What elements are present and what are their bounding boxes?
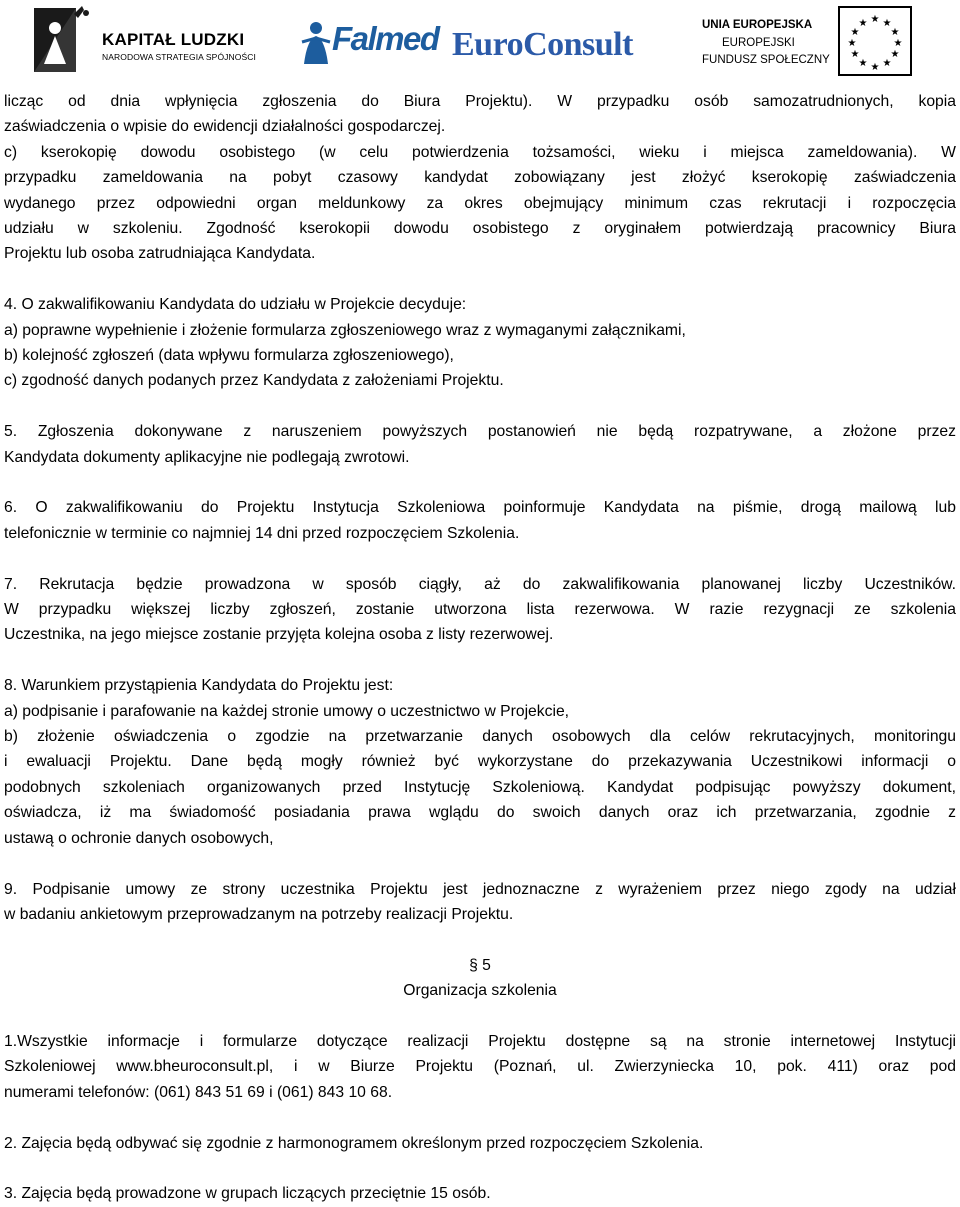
svg-text:★: ★ (890, 27, 900, 38)
paragraph-line: 5. Zgłoszenia dokonywane z naruszeniem powyższych postanowień nie będą rozpatrywane, a złożone przez (4, 423, 956, 441)
svg-text:★: ★ (870, 14, 880, 25)
paragraph-line: 2. Zajęcia będą odbywać się zgodnie z harmonogramem określonym przed rozpoczęciem Szkolenia. (4, 1134, 704, 1152)
paragraph-line: telefonicznie w terminie co najmniej 14 dni przed rozpoczęciem Szkolenia. (4, 524, 520, 542)
svg-text:★: ★ (893, 38, 903, 49)
svg-text:★: ★ (850, 49, 860, 60)
paragraph-line: Uczestnika, na jego miejsce zostanie przyjęta kolejna osoba z listy rezerwowej. (4, 626, 554, 644)
svg-text:★: ★ (882, 18, 892, 29)
paragraph-line: przypadku zameldowania na pobyt czasowy kandydat zobowiązany jest złożyć kserokopię zaświadczenia (4, 169, 956, 187)
svg-text:★: ★ (858, 58, 868, 69)
paragraph-line: 3. Zajęcia będą prowadzone w grupach liczących przeciętnie 15 osób. (4, 1185, 491, 1203)
paragraph-line: a) poprawne wypełnienie i złożenie formularza zgłoszeniowego wraz z wymaganymi załącznikami, (4, 321, 686, 339)
document-body (4, 89, 956, 1207)
svg-text:★: ★ (858, 18, 868, 29)
paragraph-line: udziału w szkoleniu. Zgodność kserokopii dowodu osobistego z oryginałem potwierdzają pracownicy Biura (4, 220, 956, 238)
paragraph-line: 7. Rekrutacja będzie prowadzona w sposób ciągły, aż do zakwalifikowania planowanej liczby Uczestników. (4, 575, 956, 593)
falmed-figure-icon (300, 20, 332, 66)
kapital-ludzki-subtitle: NARODOWA STRATEGIA SPÓJNOŚCI (102, 52, 256, 62)
header-logos (0, 0, 960, 80)
falmed-logo (300, 20, 439, 70)
section-title: Organizacja szkolenia (403, 982, 557, 1000)
ue-fund: FUNDUSZ SPOŁECZNY (702, 54, 830, 66)
kapital-ludzki-emblem (30, 4, 100, 76)
eu-flag-icon (838, 6, 912, 76)
kapital-ludzki-logo (30, 4, 262, 76)
paragraph-line: podobnych szkoleniach organizowanych przed Instytucję Szkoleniową. Kandydat podpisując powyższy dokument, (4, 778, 956, 796)
euroconsult-wordmark: EuroConsult (452, 26, 633, 63)
paragraph-line: a) podpisanie i parafowanie na każdej stronie umowy o uczestnictwo w Projekcie, (4, 702, 570, 720)
paragraph-line: wydanego przez odpowiedni organ meldunkowy za okres obejmujący minimum czas rekrutacji i rozpoczęcia (4, 194, 956, 212)
paragraph-line: 9. Podpisanie umowy ze strony uczestnika Projektu jest jednoznaczne z wyrażeniem przez niego zgody na udział (4, 880, 956, 898)
paragraph-line: 1.Wszystkie informacje i formularze dotyczące realizacji Projektu dostępne są na stronie internetowej Instytucji (4, 1032, 956, 1050)
section-number: § 5 (469, 956, 491, 974)
paragraph-line: i ewaluacji Projektu. Dane będą mogły również być wykorzystane do przekazywania Uczestnikowi informacji o (4, 753, 956, 771)
paragraph-line: c) zgodność danych podanych przez Kandydata z założeniami Projektu. (4, 372, 504, 390)
paragraph-line: licząc od dnia wpłynięcia zgłoszenia do Biura Projektu). W przypadku osób samozatrudnionych, kopia (4, 93, 956, 110)
paragraph-line: 6. O zakwalifikowaniu do Projektu Instytucja Szkoleniowa poinformuje Kandydata na piśmie, drogą mailową lub (4, 499, 956, 517)
paragraph-line: b) kolejność zgłoszeń (data wpływu formularza zgłoszeniowego), (4, 347, 454, 365)
ue-subtitle: EUROPEJSKI (722, 37, 795, 49)
unia-europejska-logo (702, 6, 912, 76)
svg-text:★: ★ (850, 27, 860, 38)
paragraph-line: Kandydata dokumenty aplikacyjne nie podlegają zwrotowi. (4, 448, 410, 466)
svg-text:★: ★ (882, 58, 892, 69)
svg-text:★: ★ (890, 49, 900, 60)
paragraph-line: 4. O zakwalifikowaniu Kandydata do udziału w Projekcie decyduje: (4, 296, 467, 314)
paragraph-line: ustawą o ochronie danych osobowych, (4, 829, 274, 847)
euroconsult-logo (452, 26, 647, 66)
paragraph-line: w badaniu ankietowym przeprowadzanym na potrzeby realizacji Projektu. (4, 905, 514, 923)
paragraph-line: 8. Warunkiem przystąpienia Kandydata do Projektu jest: (4, 677, 394, 695)
ue-title: UNIA EUROPEJSKA (702, 19, 813, 31)
svg-text:★: ★ (847, 38, 857, 49)
paragraph-line: b) złożenie oświadczenia o zgodzie na przetwarzanie danych osobowych dla celów rekrutacyjnych, monitoringu (4, 728, 956, 746)
paragraph-line: numerami telefonów: (061) 843 51 69 i (061) 843 10 68. (4, 1083, 393, 1101)
svg-text:★: ★ (870, 62, 880, 73)
paragraph-line: Projektu lub osoba zatrudniająca Kandydata. (4, 245, 316, 263)
paragraph-line: oświadcza, iż ma świadomość posiadania prawa wglądu do swoich danych oraz ich przetwarzania, zgodnie z (4, 804, 956, 822)
paragraph-line: Szkoleniowej www.bheuroconsult.pl, i w Biurze Projektu (Poznań, ul. Zwierzyniecka 10, pok. 411) oraz pod (4, 1058, 956, 1076)
paragraph-line: zaświadczenia o wpisie do ewidencji działalności gospodarczej. (4, 118, 446, 136)
paragraph-line: c) kserokopię dowodu osobistego (w celu potwierdzenia tożsamości, wieku i miejsca zameldowania). W (4, 143, 956, 161)
falmed-wordmark: Falmed (332, 20, 439, 57)
kapital-ludzki-title: KAPITAŁ LUDZKI (102, 30, 245, 49)
paragraph-line: W przypadku większej liczby zgłoszeń, zostanie utworzona lista rezerwowa. W razie rezygnacji ze szkolenia (4, 601, 956, 619)
